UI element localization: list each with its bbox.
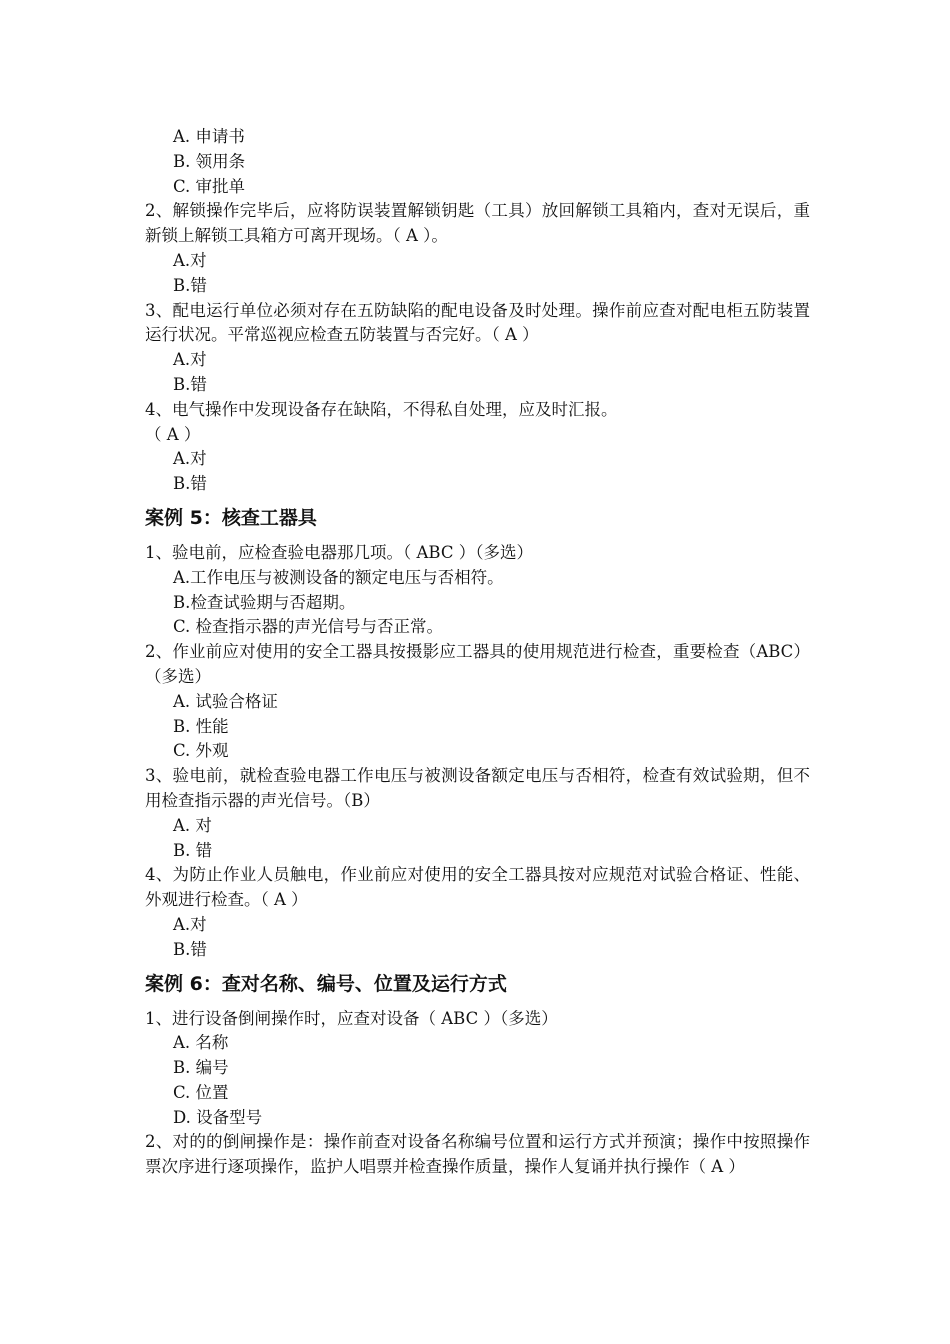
- answer-option: C. 审批单: [173, 176, 246, 196]
- question-text: 4、电气操作中发现设备存在缺陷，不得私自处理，应及时汇报。: [145, 399, 618, 419]
- answer-option: B. 性能: [173, 716, 229, 736]
- answer-option: B. 领用条: [173, 151, 246, 171]
- document-page: [145, 125, 810, 1180]
- answer-option: A. 申请书: [173, 127, 245, 146]
- answer-option: B.错: [173, 474, 207, 494]
- answer-option: C. 外观: [173, 741, 229, 761]
- answer-option: B. 错: [173, 840, 213, 860]
- question-text: 1、验电前，应检查验电器那几项。（ ABC ）（多选）: [145, 542, 533, 562]
- question-text: 4、为防止作业人员触电，作业前应对使用的安全工器具按对应规范对试验合格证、性能、外观进行检查。（ A ）: [145, 865, 810, 910]
- question-text: 1、进行设备倒闸操作时，应查对设备（ ABC ）（多选）: [145, 1008, 558, 1028]
- answer-option: A. 名称: [173, 1033, 229, 1053]
- question-text: 2、作业前应对使用的安全工器具按摄影应工器具的使用规范进行检查，重要检查（ABC）（多选）: [145, 642, 810, 686]
- answer-option: C. 检查指示器的声光信号与否正常。: [173, 617, 444, 637]
- answer-option: A.对: [173, 350, 207, 370]
- question-text: 2、解锁操作完毕后，应将防误装置解锁钥匙（工具）放回解锁工具箱内，查对无误后，重新锁上解锁工具箱方可离开现场。（ A ）。: [145, 201, 810, 246]
- question-text: 3、验电前，就检查验电器工作电压与被测设备额定电压与否相符，检查有效试验期，但不用检查指示器的声光信号。（B）: [145, 766, 810, 810]
- answer-option: A. 试验合格证: [173, 691, 278, 711]
- question-text: 3、配电运行单位必须对存在五防缺陷的配电设备及时处理。操作前应查对配电柜五防装置运行状况。平常巡视应检查五防装置与否完好。（ A ）: [145, 300, 810, 345]
- section-heading: 案例 6：查对名称、编号、位置及运行方式: [145, 972, 507, 995]
- answer-option: A. 对: [173, 815, 212, 835]
- answer-option: A.对: [173, 449, 207, 469]
- answer-option: B. 编号: [173, 1058, 229, 1078]
- answer-option: B.错: [173, 939, 207, 959]
- answer-option: D. 设备型号: [173, 1107, 263, 1127]
- question-text: （ A ）: [145, 424, 201, 444]
- answer-option: A.工作电压与被测设备的额定电压与否相符。: [173, 567, 504, 587]
- answer-option: C. 位置: [173, 1082, 229, 1102]
- answer-option: A.对: [173, 250, 207, 270]
- answer-option: B.错: [173, 374, 207, 394]
- answer-option: A.对: [173, 914, 207, 934]
- answer-option: B.检查试验期与否超期。: [173, 592, 356, 612]
- section-heading: 案例 5：核查工器具: [145, 506, 317, 529]
- answer-option: B.错: [173, 275, 207, 295]
- question-text: 2、对的的倒闸操作是：操作前查对设备名称编号位置和运行方式并预演；操作中按照操作票次序进行逐项操作，监护人唱票并检查操作质量，操作人复诵并执行操作（ A ）: [145, 1132, 810, 1177]
